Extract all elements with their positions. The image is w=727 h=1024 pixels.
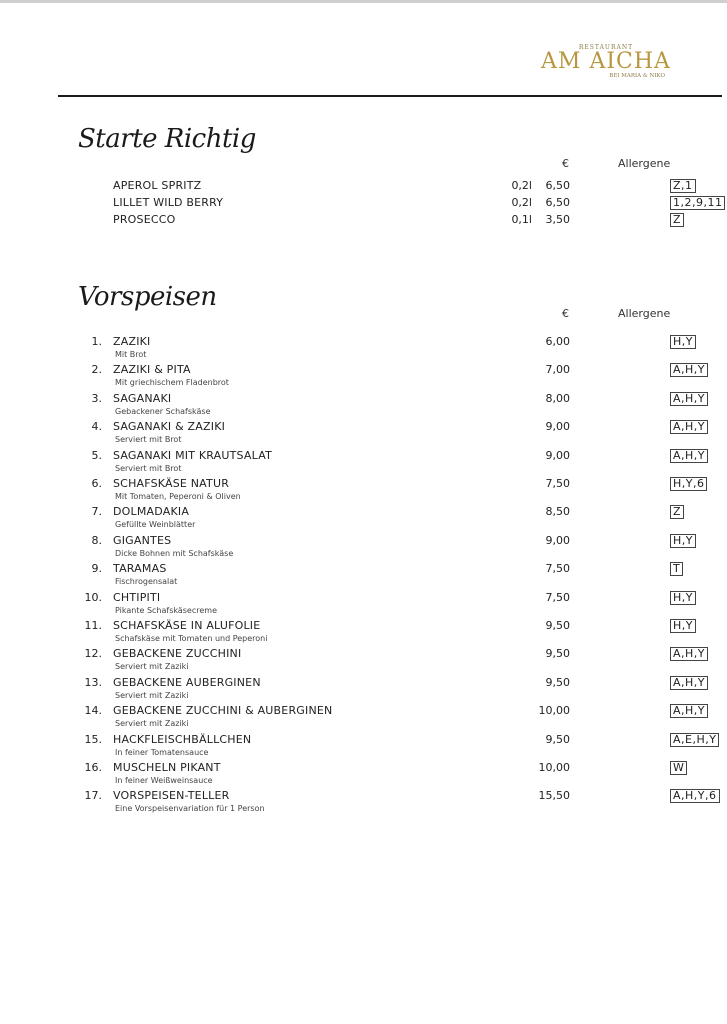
item-name: GEBACKENE ZUCCHINI & AUBERGINEN <box>113 704 333 718</box>
allergen-badge: A,H,Y <box>670 449 708 463</box>
appetizer-row <box>0 704 727 718</box>
item-price: 6,50 <box>545 196 570 209</box>
restaurant-logo <box>541 44 671 79</box>
appetizers-currency-header: € <box>562 307 569 320</box>
item-price: 9,50 <box>545 675 570 689</box>
item-price: 6,50 <box>545 179 570 192</box>
allergen-badge: A,H,Y <box>670 704 708 718</box>
item-price: 6,00 <box>545 335 570 348</box>
item-name: MUSCHELN PIKANT <box>113 761 221 774</box>
item-price: 9,00 <box>545 448 570 462</box>
item-name: HACKFLEISCHBÄLLCHEN <box>113 732 252 746</box>
appetizer-row <box>0 363 727 377</box>
item-volume: 0,2l <box>511 196 532 209</box>
appetizer-row <box>0 505 727 519</box>
item-number: 13. <box>84 675 102 689</box>
item-description: Mit Brot <box>115 350 147 359</box>
item-name: CHTIPITI <box>113 590 161 604</box>
item-name: SAGANAKI & ZAZIKI <box>113 420 226 434</box>
item-volume: 0,2l <box>511 179 532 192</box>
allergen-badge: A,E,H,Y <box>670 733 719 747</box>
starter-row <box>0 196 727 210</box>
item-description: Serviert mit Zaziki <box>115 719 189 729</box>
appetizer-row <box>0 619 727 633</box>
item-description: Serviert mit Brot <box>115 463 182 473</box>
logo-subtitle: BEI MARIA & NIKO <box>609 73 665 79</box>
item-number: 1. <box>91 335 102 348</box>
item-number: 3. <box>91 391 102 405</box>
item-description: Mit griechischem Fladenbrot <box>115 378 229 388</box>
item-name: DOLMADAKIA <box>113 505 190 519</box>
allergen-badge: Z,1 <box>670 179 696 193</box>
appetizer-row <box>0 534 727 548</box>
item-name: LILLET WILD BERRY <box>113 196 224 209</box>
allergen-badge: A,H,Y <box>670 392 708 406</box>
item-price: 10,00 <box>538 704 570 718</box>
item-number: 4. <box>91 420 102 434</box>
item-number: 10. <box>84 590 102 604</box>
item-description: Fischrogensalat <box>115 577 178 587</box>
appetizer-row <box>0 676 727 690</box>
allergen-badge: H,Y <box>670 619 696 633</box>
item-name: SCHAFSKÄSE IN ALUFOLIE <box>113 619 261 632</box>
item-name: VORSPEISEN-TELLER <box>113 789 230 803</box>
appetizer-row <box>0 392 727 406</box>
item-number: 8. <box>91 533 102 547</box>
item-name: SAGANAKI <box>113 391 172 405</box>
item-price: 7,50 <box>545 477 570 490</box>
starters-title: Starte Richtig <box>78 124 256 154</box>
item-name: TARAMAS <box>113 562 167 576</box>
starters-currency-header: € <box>562 157 569 170</box>
item-name: SAGANAKI MIT KRAUTSALAT <box>113 448 273 462</box>
top-border <box>0 0 727 3</box>
item-name: ZAZIKI <box>113 335 151 348</box>
allergen-badge: W <box>670 761 687 775</box>
item-description: Serviert mit Brot <box>115 435 182 445</box>
appetizer-row <box>0 647 727 661</box>
item-price: 8,00 <box>545 391 570 405</box>
item-price: 8,50 <box>545 505 570 519</box>
item-description: Eine Vorspeisenvariation für 1 Person <box>115 804 265 814</box>
item-description: Schafskäse mit Tomaten und Peperoni <box>115 634 268 643</box>
item-name: GEBACKENE ZUCCHINI <box>113 647 242 661</box>
item-name: SCHAFSKÄSE NATUR <box>113 477 230 490</box>
appetizer-row <box>0 477 727 491</box>
appetizers-title: Vorspeisen <box>78 282 217 312</box>
item-description: Pikante Schafskäsecreme <box>115 605 218 615</box>
starter-row <box>0 179 727 193</box>
item-price: 9,50 <box>545 732 570 746</box>
allergen-badge: A,H,Y <box>670 676 708 690</box>
item-price: 7,50 <box>545 562 570 576</box>
item-description: Serviert mit Zaziki <box>115 662 189 672</box>
allergen-badge: A,H,Y <box>670 647 708 661</box>
allergen-badge: H,Y <box>670 335 696 349</box>
item-price: 7,50 <box>545 590 570 604</box>
item-description: In feiner Tomatensauce <box>115 747 209 757</box>
appetizer-row <box>0 562 727 576</box>
item-price: 9,50 <box>545 619 570 632</box>
item-description: Dicke Bohnen mit Schafskäse <box>115 548 234 558</box>
logo-restaurant-label: RESTAURANT <box>578 44 634 51</box>
item-number: 5. <box>91 448 102 462</box>
appetizer-row <box>0 449 727 463</box>
item-price: 9,00 <box>545 533 570 547</box>
item-price: 7,00 <box>545 363 570 377</box>
item-name: ZAZIKI & PITA <box>113 363 191 377</box>
item-name: GEBACKENE AUBERGINEN <box>113 675 261 689</box>
allergen-badge: A,H,Y <box>670 363 708 377</box>
item-number: 11. <box>84 619 102 632</box>
allergen-badge: 1,2,9,11 <box>670 196 725 210</box>
item-number: 15. <box>84 732 102 746</box>
item-number: 9. <box>91 562 102 576</box>
item-number: 17. <box>84 789 102 803</box>
item-price: 9,00 <box>545 420 570 434</box>
item-price: 9,50 <box>545 647 570 661</box>
item-number: 2. <box>91 363 102 377</box>
item-price: 3,50 <box>545 213 570 226</box>
allergen-badge: H,Y <box>670 534 696 548</box>
item-description: Mit Tomaten, Peperoni & Oliven <box>115 492 241 501</box>
item-number: 6. <box>91 477 102 490</box>
appetizer-row <box>0 789 727 803</box>
allergen-badge: H,Y <box>670 591 696 605</box>
item-name: PROSECCO <box>113 213 176 226</box>
item-description: Gefüllte Weinblätter <box>115 520 196 530</box>
item-price: 15,50 <box>538 789 570 803</box>
item-description: Serviert mit Zaziki <box>115 690 189 700</box>
item-name: APEROL SPRITZ <box>113 179 202 192</box>
item-volume: 0,1l <box>511 213 532 226</box>
item-number: 7. <box>91 505 102 519</box>
appetizer-row <box>0 733 727 747</box>
allergen-badge: A,H,Y,6 <box>670 789 720 803</box>
item-number: 14. <box>84 704 102 718</box>
allergen-badge: Z <box>670 505 684 519</box>
item-description: In feiner Weißweinsauce <box>115 776 213 785</box>
item-number: 12. <box>84 647 102 661</box>
appetizer-row <box>0 761 727 775</box>
item-name: GIGANTES <box>113 533 172 547</box>
allergen-badge: H,Y,6 <box>670 477 707 491</box>
allergen-badge: T <box>670 562 683 576</box>
item-price: 10,00 <box>538 761 570 774</box>
starters-allergen-header: Allergene <box>618 157 671 170</box>
appetizer-row <box>0 591 727 605</box>
allergen-badge: A,H,Y <box>670 420 708 434</box>
header-divider <box>58 95 722 97</box>
logo-name: AM AICHA <box>541 49 671 74</box>
item-description: Gebackener Schafskäse <box>115 406 211 416</box>
appetizer-row <box>0 335 727 349</box>
appetizer-row <box>0 420 727 434</box>
item-number: 16. <box>84 761 102 774</box>
starter-row <box>0 213 727 227</box>
allergen-badge: Z <box>670 213 684 227</box>
appetizers-allergen-header: Allergene <box>618 307 671 320</box>
